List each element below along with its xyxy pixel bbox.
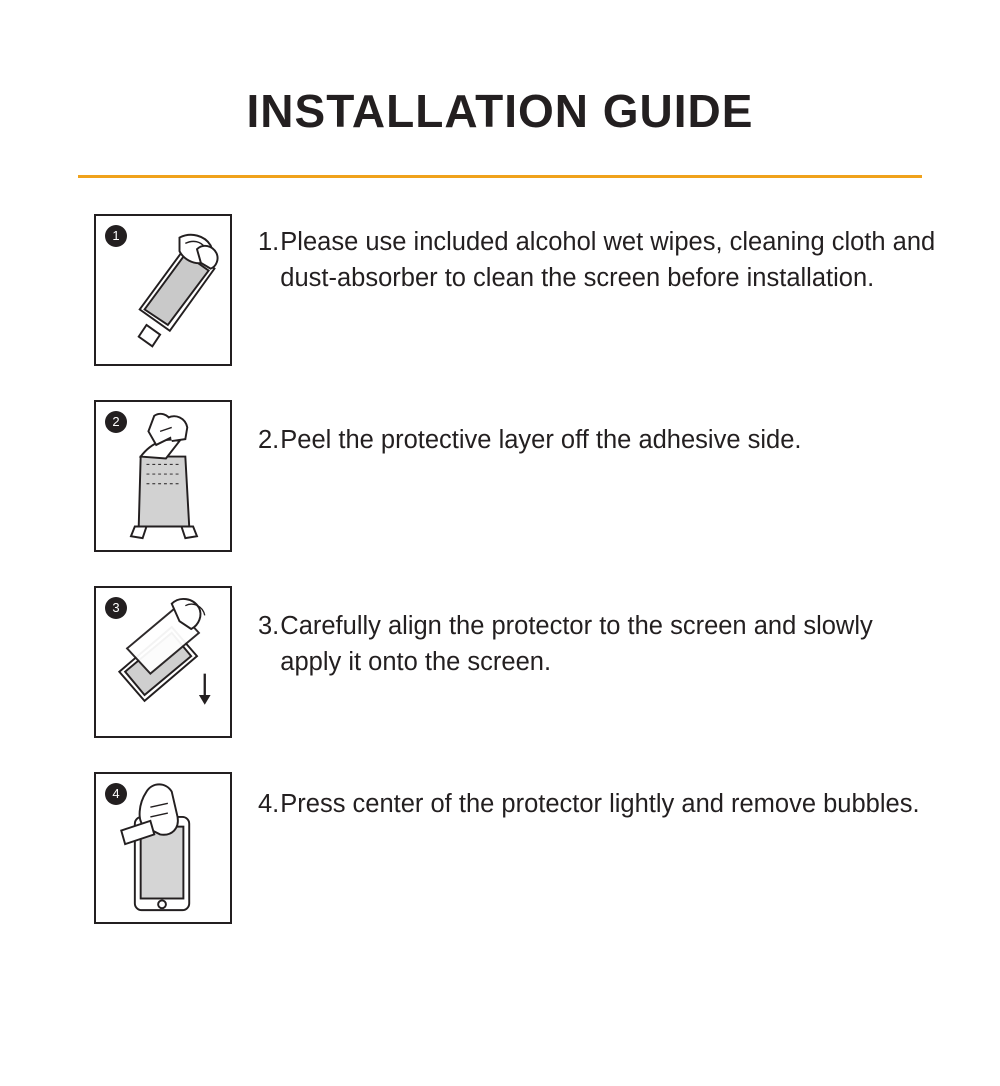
step-illustration-2: [94, 400, 232, 552]
list-item: [0, 586, 1000, 738]
step-illustration-1: [94, 214, 232, 366]
steps-list: [0, 214, 1000, 924]
step-text-2: [232, 400, 940, 459]
step-number: 3.: [258, 611, 280, 640]
step-description: Peel the protective layer off the adhesive side.: [280, 425, 802, 454]
step-text-3: [232, 586, 940, 681]
step-text-4: [232, 772, 940, 823]
title-divider: [78, 175, 922, 178]
installation-guide-page: [0, 86, 1000, 1086]
step-description: Press center of the protector lightly and remove bubbles.: [280, 789, 920, 818]
list-item: [0, 214, 1000, 366]
step-badge: 3: [105, 597, 127, 619]
step-number: 4.: [258, 789, 280, 818]
step-badge: 4: [105, 783, 127, 805]
step-description: Please use included alcohol wet wipes, cleaning cloth and dust-absorber to clean the screen before installation.: [280, 227, 936, 293]
page-title: INSTALLATION GUIDE: [246, 85, 754, 137]
step-number: 1.: [258, 227, 280, 256]
list-item: [0, 400, 1000, 552]
step-badge: 2: [105, 411, 127, 433]
step-illustration-3: [94, 586, 232, 738]
step-illustration-4: [94, 772, 232, 924]
step-badge: 1: [105, 225, 127, 247]
step-text-1: [232, 214, 940, 297]
step-number: 2.: [258, 425, 280, 454]
step-description: Carefully align the protector to the screen and slowly apply it onto the screen.: [280, 611, 873, 677]
list-item: [0, 772, 1000, 924]
